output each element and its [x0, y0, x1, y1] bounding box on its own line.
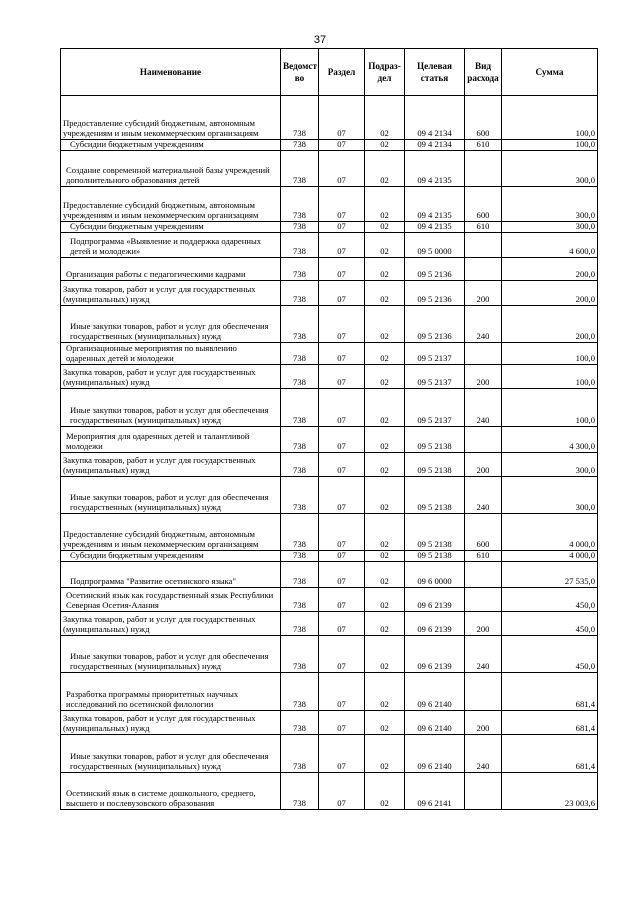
row-vr: 240: [465, 635, 502, 672]
row-razdel: 07: [319, 710, 365, 734]
row-podrazdel: 02: [365, 734, 405, 772]
row-name: Закупка товаров, работ и услуг для государственных (муниципальных) нужд: [61, 364, 281, 388]
table-row: [61, 232, 598, 257]
row-csr: 09 6 2140: [405, 734, 465, 772]
row-ved: 738: [281, 257, 319, 280]
row-csr: 09 6 0000: [405, 561, 465, 587]
row-csr: 09 5 2138: [405, 513, 465, 550]
row-csr: 09 5 2136: [405, 280, 465, 305]
row-name: Предоставление субсидий бюджетным, автономным учреждениям и иным некоммерческим организациям: [61, 513, 281, 550]
table-row: [61, 635, 598, 672]
table-row: [61, 140, 598, 151]
row-razdel: 07: [319, 280, 365, 305]
header-vr: Вид расхода: [465, 49, 502, 96]
row-razdel: 07: [319, 734, 365, 772]
row-name: Разработка программы приоритетных научных исследований по осетинской филологии: [61, 672, 281, 710]
row-ved: 738: [281, 734, 319, 772]
table-row: [61, 550, 598, 561]
row-sum: 4 600,0: [502, 232, 598, 257]
row-razdel: 07: [319, 452, 365, 476]
table-row: [61, 587, 598, 611]
row-podrazdel: 02: [365, 426, 405, 452]
row-csr: 09 6 2140: [405, 672, 465, 710]
row-razdel: 07: [319, 364, 365, 388]
table-row: [61, 388, 598, 426]
row-podrazdel: 02: [365, 364, 405, 388]
row-vr: 600: [465, 186, 502, 221]
row-podrazdel: 02: [365, 388, 405, 426]
header-razdel: Раздел: [319, 49, 365, 96]
row-ved: 738: [281, 672, 319, 710]
row-podrazdel: 02: [365, 635, 405, 672]
row-name: Иные закупки товаров, работ и услуг для обеспечения государственных (муниципальных) нужд: [61, 635, 281, 672]
row-ved: 738: [281, 635, 319, 672]
row-name: Подпрограмма «Выявление и поддержка одаренных детей и молодежи»: [61, 232, 281, 257]
row-razdel: 07: [319, 513, 365, 550]
row-podrazdel: 02: [365, 672, 405, 710]
row-razdel: 07: [319, 426, 365, 452]
row-podrazdel: 02: [365, 513, 405, 550]
header-csr: Целевая статья: [405, 49, 465, 96]
row-ved: 738: [281, 772, 319, 809]
table-row: [61, 186, 598, 221]
row-vr: [465, 426, 502, 452]
row-csr: 09 6 2141: [405, 772, 465, 809]
row-ved: 738: [281, 476, 319, 513]
row-podrazdel: 02: [365, 550, 405, 561]
row-podrazdel: 02: [365, 186, 405, 221]
row-podrazdel: 02: [365, 140, 405, 151]
row-razdel: 07: [319, 140, 365, 151]
row-ved: 738: [281, 426, 319, 452]
row-ved: 738: [281, 280, 319, 305]
header-podrazdel: Подраз- дел: [365, 49, 405, 96]
row-sum: 200,0: [502, 257, 598, 280]
row-razdel: 07: [319, 561, 365, 587]
row-csr: 09 5 2136: [405, 305, 465, 342]
row-name: Закупка товаров, работ и услуг для государственных (муниципальных) нужд: [61, 710, 281, 734]
row-name: Иные закупки товаров, работ и услуг для обеспечения государственных (муниципальных) нужд: [61, 305, 281, 342]
row-ved: 738: [281, 710, 319, 734]
table-row: [61, 452, 598, 476]
row-podrazdel: 02: [365, 561, 405, 587]
row-ved: 738: [281, 452, 319, 476]
row-razdel: 07: [319, 550, 365, 561]
row-podrazdel: 02: [365, 611, 405, 635]
row-name: Предоставление субсидий бюджетным, автономным учреждениям и иным некоммерческим организациям: [61, 96, 281, 140]
row-razdel: 07: [319, 342, 365, 364]
table-row: [61, 305, 598, 342]
row-razdel: 07: [319, 96, 365, 140]
row-razdel: 07: [319, 150, 365, 186]
row-vr: [465, 257, 502, 280]
row-ved: 738: [281, 232, 319, 257]
row-razdel: 07: [319, 587, 365, 611]
row-sum: 100,0: [502, 96, 598, 140]
table-row: [61, 772, 598, 809]
page-number: 37: [313, 34, 327, 46]
row-csr: 09 5 2136: [405, 257, 465, 280]
row-vr: 610: [465, 140, 502, 151]
row-razdel: 07: [319, 305, 365, 342]
row-name: Субсидии бюджетным учреждениям: [61, 140, 281, 151]
row-csr: 09 4 2135: [405, 186, 465, 221]
row-vr: 610: [465, 221, 502, 232]
row-ved: 738: [281, 611, 319, 635]
row-sum: 300,0: [502, 150, 598, 186]
row-name: Мероприятия для одаренных детей и талантливой молодежи: [61, 426, 281, 452]
row-podrazdel: 02: [365, 452, 405, 476]
row-ved: 738: [281, 221, 319, 232]
row-ved: 738: [281, 364, 319, 388]
table-row: [61, 150, 598, 186]
row-name: Иные закупки товаров, работ и услуг для обеспечения государственных (муниципальных) нужд: [61, 388, 281, 426]
row-vr: [465, 232, 502, 257]
row-name: Закупка товаров, работ и услуг для государственных (муниципальных) нужд: [61, 611, 281, 635]
row-csr: 09 6 2139: [405, 587, 465, 611]
row-podrazdel: 02: [365, 150, 405, 186]
row-ved: 738: [281, 305, 319, 342]
row-vr: [465, 342, 502, 364]
row-csr: 09 5 2138: [405, 476, 465, 513]
row-vr: [465, 587, 502, 611]
row-podrazdel: 02: [365, 280, 405, 305]
row-sum: 200,0: [502, 280, 598, 305]
table-row: [61, 426, 598, 452]
row-name: Организационные мероприятия по выявлению одаренных детей и молодежи: [61, 342, 281, 364]
row-csr: 09 4 2135: [405, 150, 465, 186]
row-razdel: 07: [319, 672, 365, 710]
row-csr: 09 5 0000: [405, 232, 465, 257]
row-vr: 200: [465, 452, 502, 476]
row-ved: 738: [281, 587, 319, 611]
row-razdel: 07: [319, 257, 365, 280]
row-name: Иные закупки товаров, работ и услуг для обеспечения государственных (муниципальных) нужд: [61, 734, 281, 772]
row-podrazdel: 02: [365, 257, 405, 280]
row-name: Закупка товаров, работ и услуг для государственных (муниципальных) нужд: [61, 280, 281, 305]
row-vr: 200: [465, 710, 502, 734]
row-ved: 738: [281, 342, 319, 364]
row-csr: 09 5 2137: [405, 342, 465, 364]
row-vr: 240: [465, 305, 502, 342]
row-razdel: 07: [319, 611, 365, 635]
row-csr: 09 5 2137: [405, 364, 465, 388]
row-sum: 100,0: [502, 388, 598, 426]
row-sum: 300,0: [502, 476, 598, 513]
row-sum: 300,0: [502, 221, 598, 232]
row-podrazdel: 02: [365, 305, 405, 342]
row-csr: 09 5 2138: [405, 426, 465, 452]
row-ved: 738: [281, 388, 319, 426]
row-sum: 23 003,6: [502, 772, 598, 809]
row-sum: 681,4: [502, 710, 598, 734]
row-sum: 681,4: [502, 734, 598, 772]
row-podrazdel: 02: [365, 232, 405, 257]
row-name: Организация работы с педагогическими кадрами: [61, 257, 281, 280]
row-podrazdel: 02: [365, 710, 405, 734]
budget-table: [60, 48, 598, 810]
table-row: [61, 257, 598, 280]
row-vr: [465, 561, 502, 587]
row-vr: [465, 672, 502, 710]
row-vr: 610: [465, 550, 502, 561]
row-sum: 300,0: [502, 452, 598, 476]
row-ved: 738: [281, 140, 319, 151]
row-name: Предоставление субсидий бюджетным, автономным учреждениям и иным некоммерческим организациям: [61, 186, 281, 221]
row-csr: 09 5 2138: [405, 452, 465, 476]
row-csr: 09 4 2135: [405, 221, 465, 232]
table-row: [61, 221, 598, 232]
row-csr: 09 6 2139: [405, 635, 465, 672]
row-razdel: 07: [319, 186, 365, 221]
row-ved: 738: [281, 513, 319, 550]
row-podrazdel: 02: [365, 476, 405, 513]
row-vr: [465, 150, 502, 186]
row-csr: 09 6 2140: [405, 710, 465, 734]
row-sum: 681,4: [502, 672, 598, 710]
row-sum: 100,0: [502, 364, 598, 388]
table-row: [61, 734, 598, 772]
row-vr: 240: [465, 388, 502, 426]
row-vr: 200: [465, 611, 502, 635]
row-name: Иные закупки товаров, работ и услуг для обеспечения государственных (муниципальных) нужд: [61, 476, 281, 513]
row-name: Субсидии бюджетным учреждениям: [61, 221, 281, 232]
table-header-row: [61, 49, 598, 96]
row-podrazdel: 02: [365, 587, 405, 611]
row-name: Подпрограмма "Развитие осетинского языка": [61, 561, 281, 587]
row-name: Осетинский язык в системе дошкольного, среднего, высшего и послевузовского образования: [61, 772, 281, 809]
header-name: Наименование: [61, 49, 281, 96]
row-sum: 100,0: [502, 342, 598, 364]
table-row: [61, 611, 598, 635]
row-sum: 300,0: [502, 186, 598, 221]
row-sum: 4 000,0: [502, 513, 598, 550]
table-row: [61, 672, 598, 710]
row-ved: 738: [281, 96, 319, 140]
row-razdel: 07: [319, 388, 365, 426]
row-vr: 600: [465, 513, 502, 550]
row-podrazdel: 02: [365, 342, 405, 364]
row-ved: 738: [281, 150, 319, 186]
row-csr: 09 5 2137: [405, 388, 465, 426]
table-row: [61, 476, 598, 513]
table-row: [61, 710, 598, 734]
row-name: Осетинский язык как государственный язык Республики Северная Осетия-Алания: [61, 587, 281, 611]
row-razdel: 07: [319, 635, 365, 672]
header-sum: Сумма: [502, 49, 598, 96]
row-sum: 27 535,0: [502, 561, 598, 587]
row-vr: 600: [465, 96, 502, 140]
row-ved: 738: [281, 550, 319, 561]
row-vr: [465, 772, 502, 809]
row-name: Закупка товаров, работ и услуг для государственных (муниципальных) нужд: [61, 452, 281, 476]
row-sum: 450,0: [502, 587, 598, 611]
row-vr: 240: [465, 476, 502, 513]
row-csr: 09 4 2134: [405, 140, 465, 151]
row-sum: 100,0: [502, 140, 598, 151]
row-sum: 450,0: [502, 635, 598, 672]
row-sum: 4 300,0: [502, 426, 598, 452]
row-sum: 450,0: [502, 611, 598, 635]
row-ved: 738: [281, 561, 319, 587]
header-ved: Ведомст во: [281, 49, 319, 96]
row-razdel: 07: [319, 232, 365, 257]
row-podrazdel: 02: [365, 96, 405, 140]
row-name: Субсидии бюджетным учреждениям: [61, 550, 281, 561]
row-razdel: 07: [319, 772, 365, 809]
row-vr: 200: [465, 364, 502, 388]
row-name: Создание современной материальной базы учреждений дополнительного образования детей: [61, 150, 281, 186]
row-podrazdel: 02: [365, 772, 405, 809]
row-razdel: 07: [319, 221, 365, 232]
row-csr: 09 5 2138: [405, 550, 465, 561]
row-sum: 200,0: [502, 305, 598, 342]
table-row: [61, 513, 598, 550]
table-row: [61, 342, 598, 364]
row-csr: 09 4 2134: [405, 96, 465, 140]
row-podrazdel: 02: [365, 221, 405, 232]
table-row: [61, 96, 598, 140]
row-razdel: 07: [319, 476, 365, 513]
row-sum: 4 000,0: [502, 550, 598, 561]
table-body: [61, 96, 598, 810]
row-vr: 200: [465, 280, 502, 305]
row-vr: 240: [465, 734, 502, 772]
table-row: [61, 364, 598, 388]
table-row: [61, 561, 598, 587]
row-ved: 738: [281, 186, 319, 221]
row-csr: 09 6 2139: [405, 611, 465, 635]
table-row: [61, 280, 598, 305]
